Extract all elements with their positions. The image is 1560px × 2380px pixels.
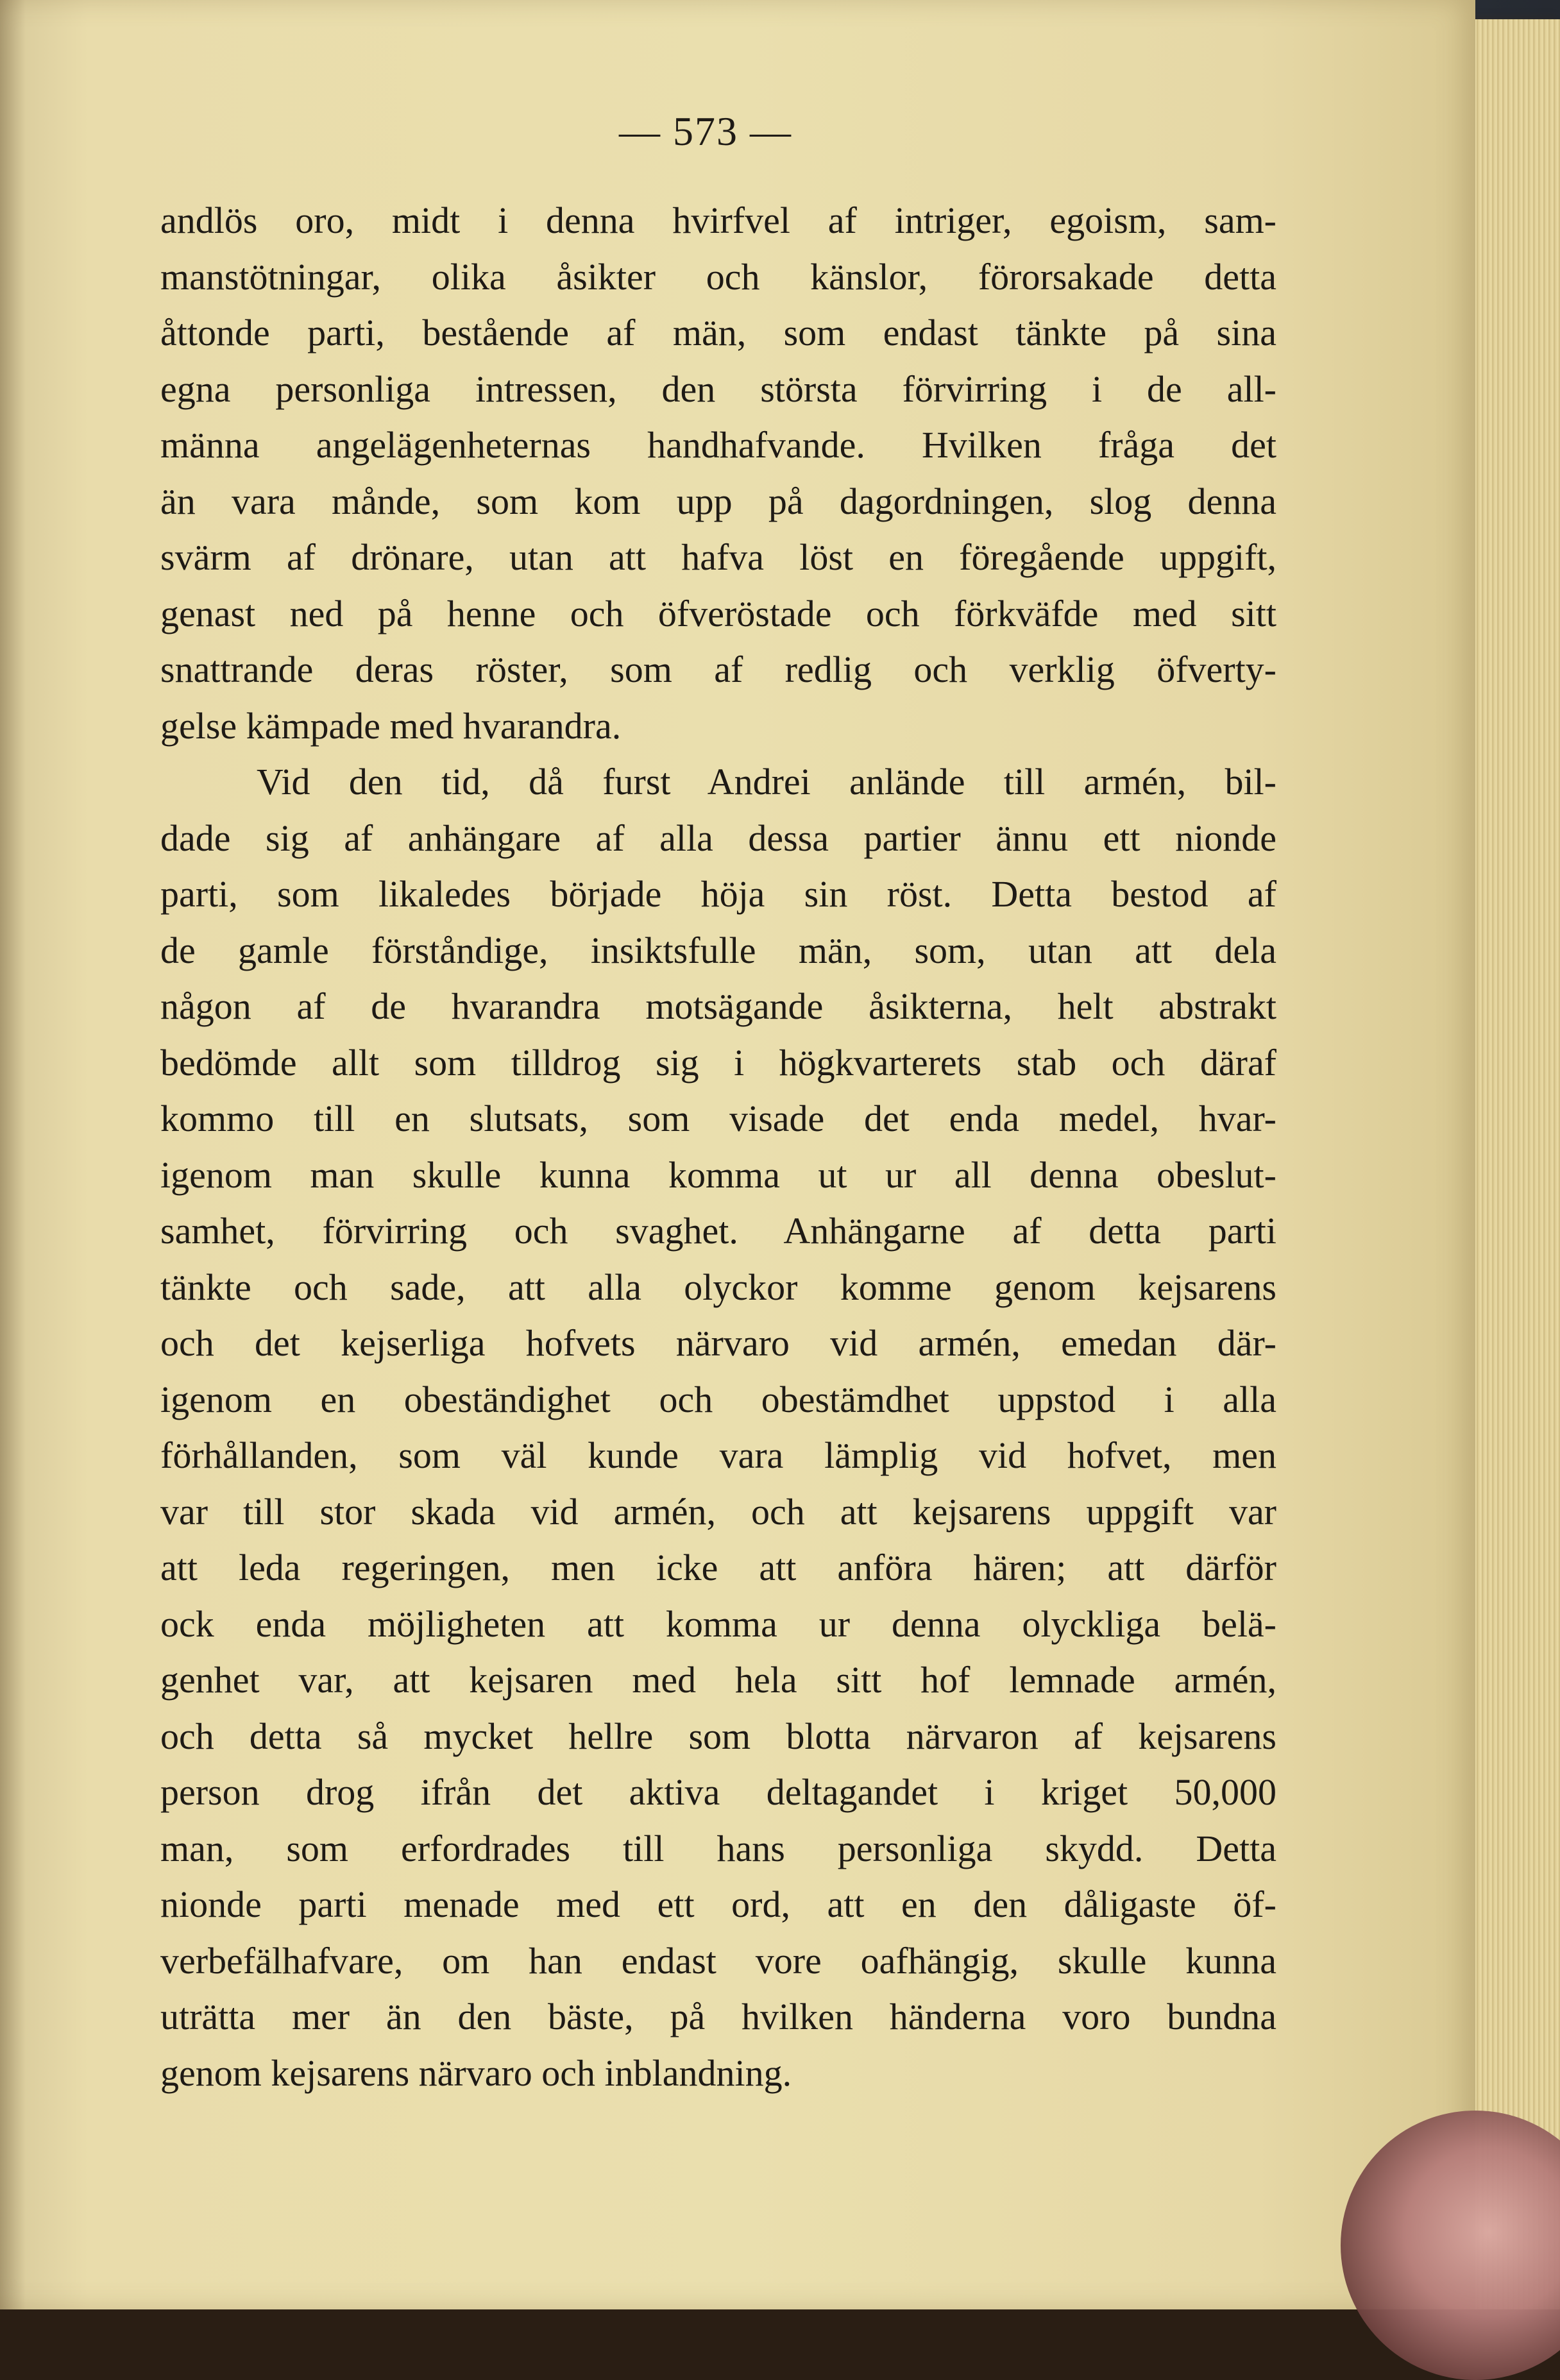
text-line: igenom man skulle kunna komma ut ur all denna obeslut- — [160, 1153, 1276, 1196]
text-line: och det kejserliga hofvets närvaro vid armén, emedan där- — [160, 1322, 1276, 1364]
page-number: — 573 — — [619, 108, 792, 154]
text-line: svärm af drönare, utan att hafva löst en föregående uppgift, — [160, 536, 1276, 578]
body-text — [160, 192, 1276, 2101]
text-line: samhet, förvirring och svaghet. Anhängarne af detta parti — [160, 1210, 1276, 1252]
text-line: genast ned på henne och öfveröstade och förkväfde med sitt — [160, 592, 1276, 634]
text-line: manstötningar, olika åsikter och känslor, förorsakade detta — [160, 255, 1276, 298]
spine-shadow — [0, 0, 26, 2309]
text-line: nionde parti menade med ett ord, att en den dåligaste öf- — [160, 1883, 1276, 1925]
text-line: genhet var, att kejsaren med hela sitt hof lemnade armén, — [160, 1659, 1276, 1701]
text-line: männa angelägenheternas handhafvande. Hvilken fråga det — [160, 424, 1276, 466]
text-line: person drog ifrån det aktiva deltagandet i kriget 50,000 — [160, 1771, 1276, 1813]
text-line: var till stor skada vid armén, och att kejsarens uppgift var — [160, 1490, 1276, 1533]
text-line: uträtta mer än den bäste, på hvilken händerna voro bundna — [160, 1996, 1276, 2037]
text-line: än vara månde, som kom upp på dagordningen, slog denna — [160, 480, 1276, 522]
text-line: parti, som likaledes började höja sin röst. Detta bestod af — [160, 873, 1276, 915]
text-line: förhållanden, som väl kunde vara lämplig vid hofvet, men — [160, 1434, 1276, 1476]
text-line: snattrande deras röster, som af redlig och verklig öfverty- — [160, 649, 1276, 690]
text-line: och detta så mycket hellre som blotta närvaron af kejsarens — [160, 1715, 1276, 1757]
text-line: kommo till en slutsats, som visade det enda medel, hvar- — [160, 1098, 1276, 1139]
text-line: åttonde parti, bestående af män, som endast tänkte på sina — [160, 312, 1276, 353]
text-line: igenom en obeständighet och obestämdhet uppstod i alla — [160, 1378, 1276, 1420]
text-line: tänkte och sade, att alla olyckor komme genom kejsarens — [160, 1266, 1276, 1308]
text-line: någon af de hvarandra motsägande åsikterna, helt abstrakt — [160, 985, 1276, 1027]
text-line: man, som erfordrades till hans personliga skydd. Detta — [160, 1827, 1276, 1869]
text-line: ock enda möjligheten att komma ur denna olyckliga belä- — [160, 1602, 1276, 1645]
text-line: bedömde allt som tilldrog sig i högkvarterets stab och däraf — [160, 1041, 1276, 1084]
text-line: gelse kämpade med hvarandra. — [160, 704, 622, 747]
paragraph-first-line: Vid den tid, då furst Andrei anlände till armén, bil- — [257, 761, 1276, 803]
text-line: andlös oro, midt i denna hvirfvel af intriger, egoism, sam- — [160, 200, 1276, 241]
text-line: att leda regeringen, men icke att anföra hären; att därför — [160, 1547, 1276, 1588]
text-line: egna personliga intressen, den största förvirring i de all- — [160, 368, 1276, 410]
text-line: de gamle förståndige, insiktsfulle män, som, utan att dela — [160, 929, 1276, 971]
page-edges — [1469, 19, 1560, 2309]
text-line: verbefälhafvare, om han endast vore oafhängig, skulle kunna — [160, 1939, 1276, 1982]
text-line: genom kejsarens närvaro och inblandning. — [160, 2052, 792, 2094]
text-line: dade sig af anhängare af alla dessa partier ännu ett nionde — [160, 817, 1276, 859]
